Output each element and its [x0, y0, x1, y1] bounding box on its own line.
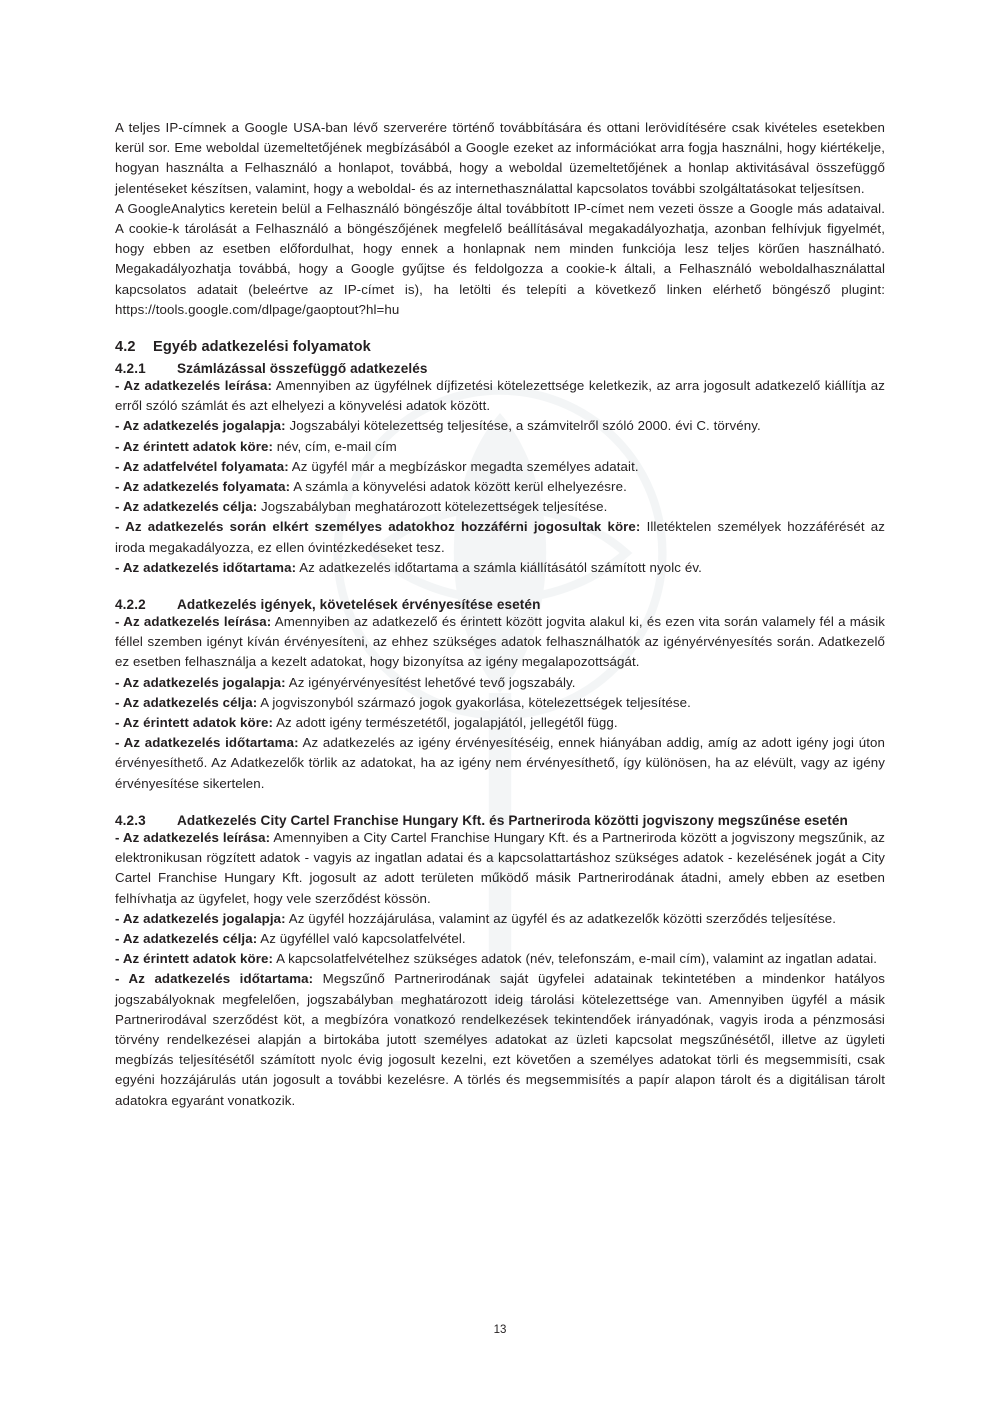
list-item: [115, 693, 885, 713]
item-label: - Az adatkezelés jogalapja:: [115, 674, 286, 690]
item-label: - Az adatkezelés célja:: [115, 694, 258, 710]
list-item: [115, 713, 885, 733]
list-item: [115, 949, 885, 969]
item-label: - Az adatkezelés jogalapja:: [115, 910, 286, 926]
subsection-number: 4.2.3: [115, 812, 146, 828]
subsection-title: Számlázással összefüggő adatkezelés: [177, 361, 428, 377]
item-label: - Az adatkezelés jogalapja:: [115, 418, 286, 434]
subsection-4-2-1-items: [115, 376, 885, 578]
intro-paragraphs: [115, 118, 885, 320]
list-item: [115, 612, 885, 673]
intro-paragraph-1: A teljes IP-címnek a Google USA-ban lévő szerverére történő továbbítására és ottani lerövidítésére csak kivételes esetekben kerül sor. Eme weboldal üzemeltetőjének megbízásából a Google ezeket az információkat arra fogja használni, hogy kiértékelje, hogyan használta a Felhasználó a honlapot, továbbá, hogy a weboldal üzemeltetőjének a honlap aktivitásával összefüggő jelentéseket készítsen, valamint, hogy a weboldal- és az internethasználattal kapcsolatos további szolgáltatásokat teljesítsen.: [115, 120, 885, 196]
item-label: - Az adatkezelés leírása:: [115, 829, 271, 845]
subsection-heading-4-2-3: [115, 813, 885, 828]
list-item: [115, 517, 885, 557]
item-label: - Az érintett adatok köre:: [115, 951, 274, 967]
item-text: Jogszabályi kötelezettség teljesítése, a számvitelről szóló 2000. évi C. törvény.: [285, 418, 761, 434]
item-text: Megszűnő Partnerirodának saját ügyfelei adatainak tekintetében a mindenkor hatályos jogszabályoknak megfelelően, jogszabályban meghatározott ideig tárolási kötelezettsége van. Amennyiben ügyfél a másik Partnerirodával szerződést köt, a megbízóra vonatkozó rendelkezések tekintendőek irányadónak, vagyis iroda a pénzmosási törvény rendelkezései alapján a birtokába jutott személyes adatokat az üzleti kapcsolat megszűnésétől, illetve az ügyleti megbízás teljesítésétől számított nyolc évig jogosult kezelni, ezt követően a személyes adatokat törli és megsemmisíti, csak egyéni hozzájárulás után jogosult a további kezelésre. A törlés és megsemmisítés a papír alapon tárolt és a digitálisan tárolt adatokra egyaránt vonatkozik.: [115, 971, 885, 1108]
item-label: - Az adatkezelés során elkért személyes adatokhoz hozzáférni jogosultak köre:: [115, 519, 641, 535]
item-text: Az adatkezelés az igény érvényesítéséig, ennek hiányában addig, amíg az adott igény jogi úton érvényesíthető. Az Adatkezelők törlik az adatokat, ha az igény nem érvényesíthető, így különösen, ha az elévült, vagy az igény érvényesítése sikertelen.: [115, 735, 885, 791]
item-label: - Az adatkezelés időtartama:: [115, 735, 299, 751]
subsection-number: 4.2.2: [115, 597, 146, 613]
list-item: [115, 437, 885, 457]
item-text: Jogszabályban meghatározott kötelezettségek teljesítése.: [257, 499, 608, 515]
item-text: A kapcsolatfelvételhez szükséges adatok (név, telefonszám, e-mail cím), valamint az ingatlan adatai.: [273, 951, 878, 967]
list-item: [115, 929, 885, 949]
section-title: Egyéb adatkezelési folyamatok: [153, 339, 371, 356]
item-label: - Az érintett adatok köre:: [115, 438, 274, 454]
list-item: [115, 558, 885, 578]
item-text: Az ügyfél már a megbízáskor megadta személyes adatait.: [288, 458, 639, 474]
item-label: - Az adatkezelés folyamata:: [115, 479, 291, 495]
item-text: Az adatkezelés időtartama a számla kiállításától számított nyolc év.: [296, 559, 702, 575]
list-item: [115, 497, 885, 517]
item-text: Az ügyféllel való kapcsolatfelvétel.: [257, 930, 466, 946]
list-item: [115, 673, 885, 693]
item-text: A jogviszonyból származó jogok gyakorlása, kötelezettségek teljesítése.: [257, 694, 691, 710]
item-text: Az ügyfél hozzájárulása, valamint az ügyfél és az adatkezelők közötti szerződés teljesítése.: [285, 910, 837, 926]
item-label: - Az érintett adatok köre:: [115, 715, 274, 731]
list-item: [115, 828, 885, 909]
item-text: Amennyiben az adatkezelő és érintett között jogvita alakul ki, és ezen vita során valamely fél a másik féllel szemben igényt kíván érvényesíteni, az ehhez szükséges adatok felhasználhatók az igényérvényesítés során. Adatkezelő ez esetben felhasználja a kezelt adatokat, hogy bizonyítsa az igény megalapozottságát.: [115, 614, 886, 670]
list-item: [115, 733, 885, 794]
item-text: Illetéktelen személyek hozzáférését az iroda megakadályozza, ez ellen óvintézkedéseket tesz.: [115, 519, 886, 555]
list-item: [115, 969, 885, 1110]
item-text: Az adott igény természetétől, jogalapjától, jellegétől függ.: [273, 715, 618, 731]
item-label: - Az adatkezelés időtartama:: [115, 971, 314, 987]
list-item: [115, 416, 885, 436]
subsection-title: Adatkezelés City Cartel Franchise Hungary Kft. és Partneriroda közötti jogviszony megszűnése esetén: [177, 812, 848, 828]
item-text: A számla a könyvelési adatok között kerül elhelyezésre.: [290, 479, 627, 495]
item-label: - Az adatfelvétel folyamata:: [115, 458, 289, 474]
subsection-heading-4-2-1: [115, 361, 885, 376]
item-label: - Az adatkezelés leírása:: [115, 378, 273, 394]
list-item: [115, 909, 885, 929]
subsection-4-2-3-items: [115, 828, 885, 1111]
item-label: - Az adatkezelés célja:: [115, 499, 258, 515]
section-number: 4.2: [115, 339, 136, 356]
item-text: Amennyiben az ügyfélnek díjfizetési kötelezettsége keletkezik, az arra jogosult adatkezelő kiállítja az erről szóló számlát és azt elhelyezi a könyvelési adatok között.: [115, 378, 886, 414]
subsection-number: 4.2.1: [115, 361, 146, 377]
item-label: - Az adatkezelés leírása:: [115, 614, 272, 630]
item-text: Az igényérvényesítést lehetővé tevő jogszabály.: [285, 674, 576, 690]
page-number: 13: [493, 1324, 507, 1336]
item-label: - Az adatkezelés célja:: [115, 930, 258, 946]
item-text: Amennyiben a City Cartel Franchise Hungary Kft. és a Partneriroda között a jogviszony megszűnik, az elektronikusan rögzített adatok - vagyis az ingatlan adatai és a kapcsolattartáshoz szükséges adatok - kezelésének jogát a City Cartel Franchise Hungary Kft. jogosult az adott területen működő másik Partnerirodának átadni, amely ebben az esetben felhívhatja az ügyfelet, hogy vele szerződést kössön.: [115, 829, 885, 906]
intro-paragraph-2: A GoogleAnalytics keretein belül a Felhasználó böngészője által továbbított IP-címet nem vezeti össze a Google más adataival. A cookie-k tárolását a Felhasználó a böngészőjének megfelelő beállításával megakadályozhatja, azonban felhívjuk figyelmét, hogy ebben az esetben előfordulhat, hogy ennek a honlapnak nem minden funkciója lesz teljes körűen használható. Megakadályozhatja továbbá, hogy a Google gyűjtse és feldolgozza a cookie-k általi, a Felhasználó weboldalhasználattal kapcsolatos adatait (beleértve az IP-címet is), ha letölti és telepíti a következő linken elérhető böngésző plugint: https://tools.google.com/dlpage/gaoptout?hl=hu: [115, 200, 885, 317]
list-item: [115, 457, 885, 477]
item-text: név, cím, e-mail cím: [273, 438, 397, 454]
list-item: [115, 376, 885, 416]
subsection-4-2-2-items: [115, 612, 885, 794]
subsection-heading-4-2-2: [115, 597, 885, 612]
list-item: [115, 477, 885, 497]
item-label: - Az adatkezelés időtartama:: [115, 559, 297, 575]
subsection-title: Adatkezelés igények, követelések érvényesítése esetén: [177, 597, 541, 613]
section-heading-4-2: [115, 339, 885, 355]
